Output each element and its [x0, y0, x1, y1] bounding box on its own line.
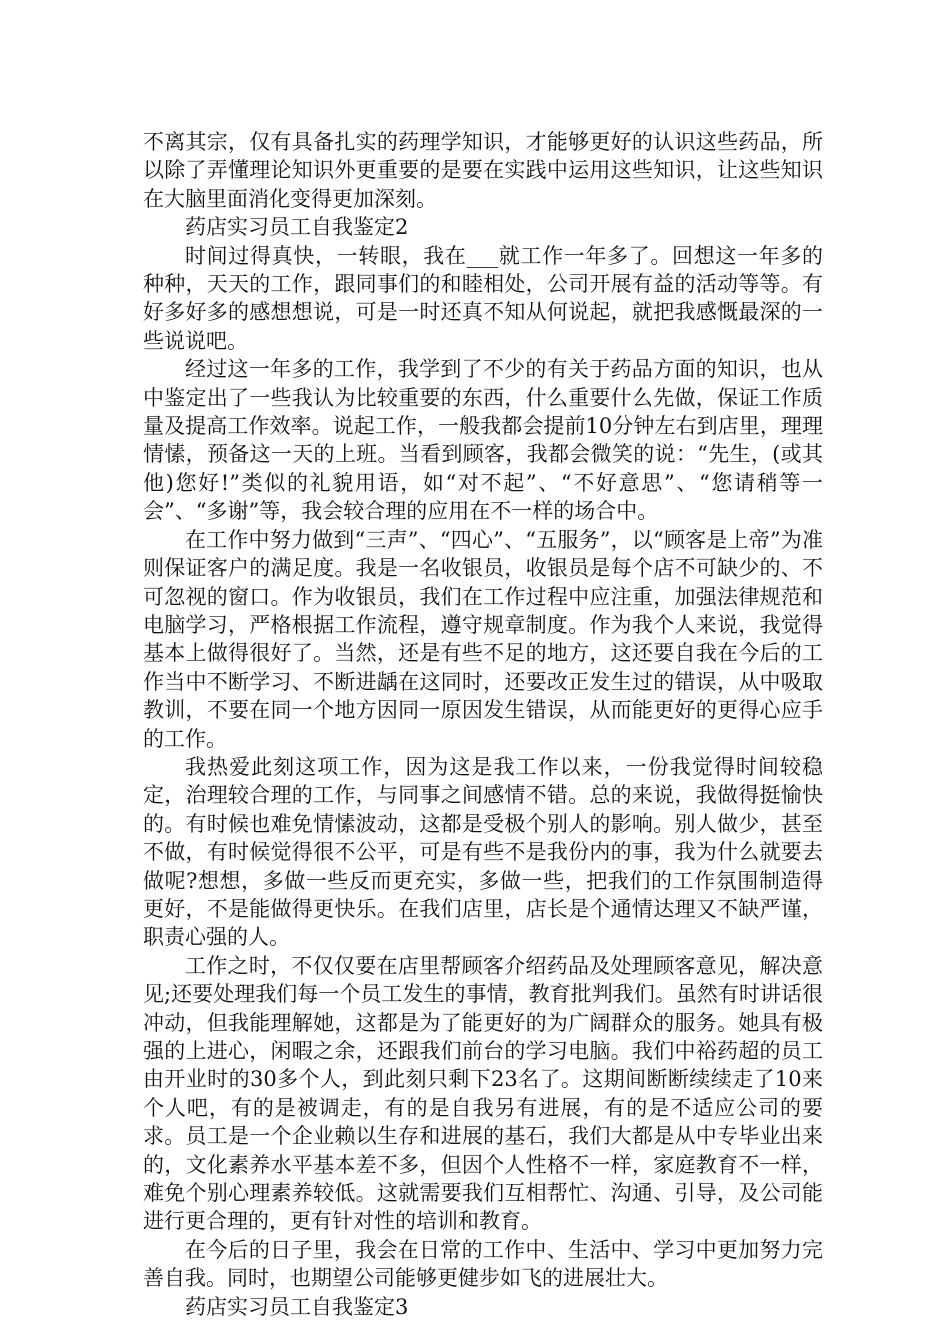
- paragraph-work-standards: 在工作中努力做到“三声”、“四心”、“五服务”，以“顾客是上帝”为准则保证客户的满足度。我是一名收银员，收银员是每个店不可缺少的、不可忽视的窗口。作为收银员，我们在工作过程中应注重，加强法律规范和电脑学习，严格根据工作流程，遵守规章制度。作为我个人来说，我觉得基本上做得很好了。当然，还是有些不足的地方，这还要自我在今后的工作当中不断学习、不断进龋在这同时，还要改正发生过的错误，从中吸取教训，不要在同一个地方因同一原因发生错误，从而能更好的更得心应手的工作。: [143, 527, 823, 751]
- document-body: [143, 128, 823, 1321]
- section-heading-2: 药店实习员工自我鉴定2: [185, 215, 409, 240]
- paragraph-learned-knowledge: 经过这一年多的工作，我学到了不少的有关于药品方面的知识，也从中鉴定出了一些我认为比较重要的东西，什么重要什么先做，保证工作质量及提高工作效率。说起工作，一般我都会提前10分钟左右到店里，理理情愫，预备这一天的上班。当看到顾客，我都会微笑的说：“先生，(或其他)您好!”类似的礼貌用语，如“对不起”、“不好意思”、“您请稍等一会”、“多谢”等，我会较合理的应用在不一样的场合中。: [143, 357, 823, 524]
- section-heading-3: 药店实习员工自我鉴定3: [185, 1294, 409, 1319]
- paragraph-time-flies: 时间过得真快，一转眼，我在___就工作一年多了。回想这一年多的种种，天天的工作，跟同事们的和睦相处，公司开展有益的活动等等。有好多好多的感想想说，可是一时还真不知从何说起，就把我感慨最深的一些说说吧。: [143, 243, 823, 353]
- paragraph-intro-continuation: 不离其宗，仅有具备扎实的药理学知识，才能够更好的认识这些药品，所以除了弄懂理论知识外更重要的是要在实践中运用这些知识，让这些知识在大脑里面消化变得更加深刻。: [143, 130, 823, 211]
- paragraph-future: 在今后的日子里，我会在日常的工作中、生活中、学习中更加努力完善自我。同时，也期望公司能够更健步如飞的进展壮大。: [143, 1237, 823, 1291]
- paragraph-store-manager: 工作之时，不仅仅要在店里帮顾客介绍药品及处理顾客意见，解决意见;还要处理我们每一个员工发生的事情，教育批判我们。虽然有时讲话很冲动，但我能理解她，这都是为了能更好的为广阔群众的服务。她具有极强的上进心，闲暇之余，还跟我们前台的学习电脑。我们中裕药超的员工由开业时的30多个人，到此刻只剩下23名了。这期间断断续续走了10来个人吧，有的是被调走，有的是自我另有进展，有的是不适应公司的要求。员工是一个企业赖以生存和进展的基石，我们大都是从中专毕业出来的，文化素养水平基本差不多，但因个人性格不一样，家庭教育不一样，难免个别心理素养较低。这就需要我们互相帮忙、沟通、引导，及公司能进行更合理的，更有针对性的培训和教育。: [143, 953, 823, 1234]
- paragraph-love-work: 我热爱此刻这项工作，因为这是我工作以来，一份我觉得时间较稳定，治理较合理的工作，与同事之间感情不错。总的来说，我做得挺愉快的。有时候也难免情愫波动，这都是受极个别人的影响。别人做少，甚至不做，有时候觉得很不公平，可是有些不是我份内的事，我为什么就要去做呢?想想，多做一些反而更充实，多做一些，把我们的工作氛围制造得更好，不是能做得更快乐。在我们店里，店长是个通情达理又不缺严谨，职责心强的人。: [143, 754, 823, 950]
